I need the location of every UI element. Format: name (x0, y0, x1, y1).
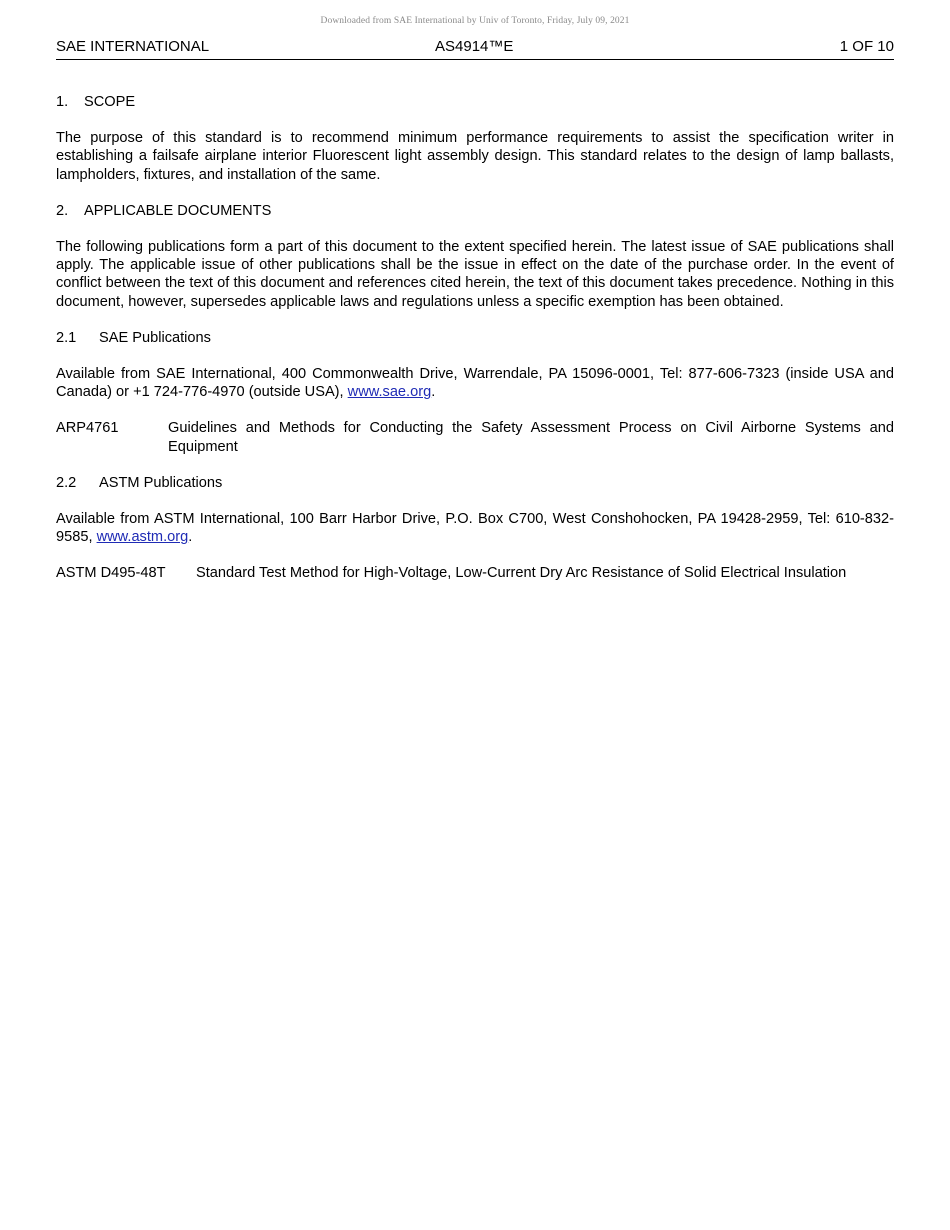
applicable-documents-paragraph: The following publications form a part of this document to the extent specified herein. The latest issue of SAE publications shall apply. The applicable issue of other publications shall be the issue in effect on the date of the purchase order. In the event of conflict between the text of this document and references cited herein, the text of this document takes precedence. Nothing in this document, however, supersedes applicable laws and regulations unless a specific exemption has been obtained. (56, 239, 894, 310)
section-title: SAE Publications (99, 329, 211, 346)
section-heading-scope (56, 93, 894, 111)
astm-availability-text: Available from ASTM International, 100 Barr Harbor Drive, P.O. Box C700, West Conshohocken, PA 19428-2959, Tel: 610-832-9585, (56, 511, 894, 546)
sae-availability-text: Available from SAE International, 400 Commonwealth Drive, Warrendale, PA 15096-0001, Tel: 877-606-7323 (inside USA and Canada) or +1 724-776-4970 (outside USA), (56, 366, 894, 401)
reference-code: ASTM D495-48T (56, 565, 166, 582)
header-page-number: 1 OF 10 (839, 38, 894, 55)
reference-entry (56, 419, 894, 455)
astm-availability-paragraph (56, 510, 894, 546)
header-publisher: SAE INTERNATIONAL (56, 38, 210, 55)
section-number: 2. (56, 202, 69, 219)
reference-code: ARP4761 (56, 420, 119, 437)
reference-title: Standard Test Method for High-Voltage, Low-Current Dry Arc Resistance of Solid Electrical Insulation (196, 565, 847, 582)
header-document-number: AS4914™E (435, 38, 514, 55)
reference-entry (56, 564, 894, 582)
scope-paragraph: The purpose of this standard is to recommend minimum performance requirements to assist the specification writer in establishing a failsafe airplane interior Fluorescent light assembly design. This standard relates to the design of lamp ballasts, lampholders, fixtures, and installation of the same. (56, 130, 894, 183)
section-heading-sae-publications (56, 329, 894, 347)
document-body (56, 93, 894, 583)
section-heading-applicable-documents (56, 202, 894, 220)
section-title: SCOPE (84, 94, 136, 110)
section-number: 1. (56, 94, 69, 110)
section-title: ASTM Publications (99, 474, 223, 491)
sae-website-link[interactable]: www.sae.org (347, 384, 432, 401)
section-heading-astm-publications (56, 474, 894, 492)
sae-availability-paragraph (56, 365, 894, 401)
download-watermark: Downloaded from SAE International by Univ of Toronto, Friday, July 09, 2021 (320, 16, 630, 26)
section-number: 2.1 (56, 329, 77, 346)
astm-website-link[interactable]: www.astm.org (96, 529, 189, 546)
reference-title: Guidelines and Methods for Conducting the Safety Assessment Process on Civil Airborne Systems and Equipment (168, 420, 894, 455)
astm-availability-suffix: . (188, 529, 193, 546)
sae-availability-suffix: . (431, 384, 436, 401)
section-title: APPLICABLE DOCUMENTS (84, 202, 272, 219)
section-number: 2.2 (56, 474, 77, 491)
page-header (56, 38, 894, 60)
